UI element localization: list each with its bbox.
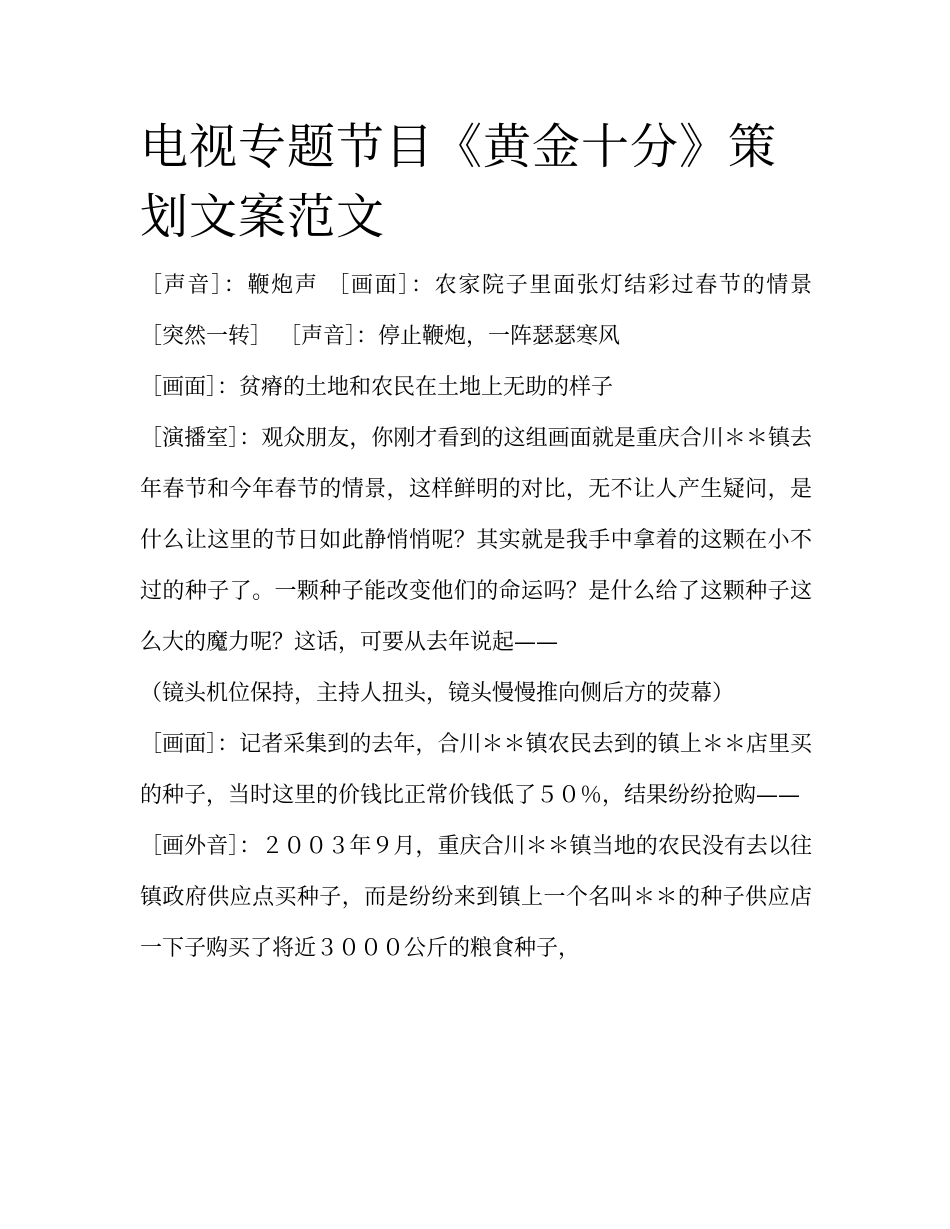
title-block xyxy=(140,112,812,252)
paragraph-sound-scene: ［声音］：鞭炮声 ［画面］：农家院子里面张灯结彩过春节的情景 ［突然一转］ ［声音］：停止鞭炮，一阵瑟瑟寒风 xyxy=(140,273,812,349)
paragraph-reporter-footage: ［画面］：记者采集到的去年，合川＊＊镇农民去到的镇上＊＊店里买的种子，当时这里的价钱比正常价钱低了５０％，结果纷纷抢购—— xyxy=(140,732,812,808)
paragraph-camera-direction: （镜头机位保持，主持人扭头，镜头慢慢推向侧后方的荧幕） xyxy=(140,681,735,706)
paragraph-voiceover: ［画外音］：２００３年９月，重庆合川＊＊镇当地的农民没有去以往镇政府供应点买种子，而是纷纷来到镇上一个名叫＊＊的种子供应店一下子购买了将近３０００公斤的粮食种子， xyxy=(140,834,812,961)
document-body xyxy=(140,112,812,974)
paragraph-studio: ［演播室］：观众朋友，你刚才看到的这组画面就是重庆合川＊＊镇去年春节和今年春节的情景，这样鲜明的对比，无不让人产生疑问，是什么让这里的节日如此静悄悄呢？其实就是我手中拿着的这颗在小不过的种子了。一颗种子能改变他们的命运吗？是什么给了这颗种子这么大的魔力呢？这话，可要从去年说起—— xyxy=(140,426,812,655)
paragraph-barren-land: ［画面］：贫瘠的土地和农民在土地上无助的样子 xyxy=(140,375,614,400)
document-title: 电视专题节目《黄金十分》策划文案范文 xyxy=(140,119,778,245)
